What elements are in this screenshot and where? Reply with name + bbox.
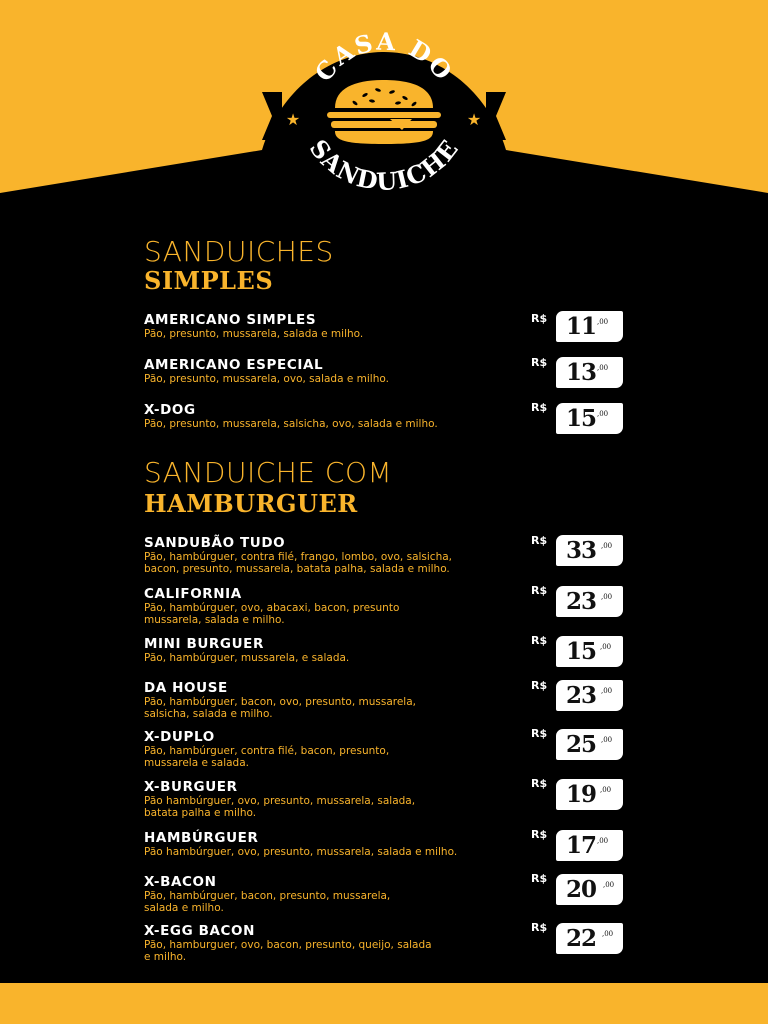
item-name: X-DOG — [144, 402, 196, 418]
item-name: X-BACON — [144, 874, 217, 890]
ribbon-left — [262, 92, 282, 140]
menu-item — [144, 923, 539, 963]
item-description: Pão, hamburguer, ovo, bacon, presunto, queijo, salada e milho. — [144, 939, 432, 963]
currency-label: R$ — [531, 312, 548, 325]
menu-item — [144, 779, 539, 819]
price-value: 23 — [566, 682, 597, 709]
menu-item — [144, 874, 539, 914]
section-title-line1: SANDUICHES — [144, 235, 334, 268]
item-description: Pão, hambúrguer, contra filé, frango, lombo, ovo, salsicha, bacon, presunto, mussarela, batata palha, salada e milho. — [144, 551, 453, 575]
item-name: AMERICANO ESPECIAL — [144, 357, 324, 373]
currency-label: R$ — [531, 921, 548, 934]
item-description: Pão hambúrguer, ovo, presunto, mussarela, salada, batata palha e milho. — [144, 795, 416, 819]
menu-item — [144, 402, 539, 431]
price-value: 25 — [566, 731, 597, 758]
item-name: AMERICANO SIMPLES — [144, 312, 317, 328]
footer-band — [0, 983, 768, 1024]
price-cents: ,00 — [601, 542, 613, 550]
section-heading-simples — [144, 237, 334, 295]
currency-label: R$ — [531, 727, 548, 740]
item-description: Pão, presunto, mussarela, salada e milho. — [144, 328, 364, 340]
price-cents: ,00 — [597, 410, 609, 418]
currency-label: R$ — [531, 828, 548, 841]
menu-item — [144, 586, 539, 626]
price-value: 19 — [566, 781, 597, 808]
price-value: 13 — [566, 359, 597, 386]
menu-item — [144, 535, 539, 575]
currency-label: R$ — [531, 777, 548, 790]
item-name: X-EGG BACON — [144, 923, 256, 939]
star-icon-left: ★ — [285, 110, 301, 129]
price-cents: ,00 — [597, 364, 609, 372]
menu-item — [144, 312, 539, 341]
price-value: 15 — [566, 405, 597, 432]
currency-label: R$ — [531, 401, 548, 414]
section-title-line1: SANDUICHE COM — [144, 456, 393, 489]
section-heading-hamburguer — [144, 458, 392, 518]
item-name: X-DUPLO — [144, 729, 215, 745]
price-cents: ,00 — [601, 593, 613, 601]
price-value: 22 — [566, 925, 597, 952]
item-description: Pão, presunto, mussarela, ovo, salada e milho. — [144, 373, 389, 385]
item-description: Pão, hambúrguer, bacon, presunto, mussarela, salada e milho. — [144, 890, 391, 914]
currency-label: R$ — [531, 634, 548, 647]
star-icon-right: ★ — [466, 110, 482, 129]
price-cents: ,00 — [601, 736, 613, 744]
price-cents: ,00 — [601, 687, 613, 695]
item-name: CALIFORNIA — [144, 586, 242, 602]
price-tag — [556, 357, 623, 388]
item-description: Pão, hambúrguer, bacon, ovo, presunto, mussarela, salsicha, salada e milho. — [144, 696, 417, 720]
price-tag — [556, 923, 623, 954]
brand-name-bottom: SANDUICHE — [303, 133, 465, 197]
item-description: Pão, hambúrguer, mussarela, e salada. — [144, 652, 350, 664]
price-tag — [556, 830, 623, 861]
price-cents: ,00 — [600, 786, 612, 794]
price-value: 15 — [566, 638, 597, 665]
currency-label: R$ — [531, 679, 548, 692]
item-name: MINI BURGUER — [144, 636, 264, 652]
price-tag — [556, 535, 623, 566]
item-description: Pão hambúrguer, ovo, presunto, mussarela, salada e milho. — [144, 846, 458, 858]
price-value: 20 — [566, 876, 597, 903]
item-description: Pão, hambúrguer, ovo, abacaxi, bacon, presunto mussarela, salada e milho. — [144, 602, 400, 626]
currency-label: R$ — [531, 584, 548, 597]
item-description: Pão, hambúrguer, contra filé, bacon, presunto, mussarela e salada. — [144, 745, 390, 769]
price-value: 23 — [566, 588, 597, 615]
price-tag — [556, 403, 623, 434]
price-tag — [556, 311, 623, 342]
section-title-line2: HAMBURGUER — [144, 489, 358, 518]
price-value: 17 — [566, 832, 597, 859]
price-value: 11 — [566, 313, 597, 340]
menu-item — [144, 830, 539, 859]
price-tag — [556, 636, 623, 667]
brand-logo — [0, 0, 768, 220]
currency-label: R$ — [531, 356, 548, 369]
item-description: Pão, presunto, mussarela, salsicha, ovo, salada e milho. — [144, 418, 438, 430]
menu-item — [144, 357, 539, 386]
ribbon-right — [486, 92, 506, 140]
currency-label: R$ — [531, 534, 548, 547]
section-title-line2: SIMPLES — [144, 266, 274, 295]
menu-item — [144, 729, 539, 769]
price-tag — [556, 779, 623, 810]
item-name: DA HOUSE — [144, 680, 228, 696]
menu-item — [144, 636, 539, 665]
price-tag — [556, 680, 623, 711]
price-cents: ,00 — [602, 930, 614, 938]
burger-icon — [327, 80, 441, 144]
price-cents: ,00 — [600, 643, 612, 651]
price-cents: ,00 — [597, 837, 609, 845]
item-name: SANDUBÃO TUDO — [144, 535, 286, 551]
price-tag — [556, 874, 623, 905]
price-tag — [556, 729, 623, 760]
item-name: HAMBÚRGUER — [144, 830, 259, 846]
menu-item — [144, 680, 539, 720]
price-cents: ,00 — [597, 318, 609, 326]
brand-name-top: CASA DO — [308, 26, 460, 87]
price-cents: ,00 — [603, 881, 615, 889]
currency-label: R$ — [531, 872, 548, 885]
price-value: 33 — [566, 537, 597, 564]
price-tag — [556, 586, 623, 617]
item-name: X-BURGUER — [144, 779, 238, 795]
